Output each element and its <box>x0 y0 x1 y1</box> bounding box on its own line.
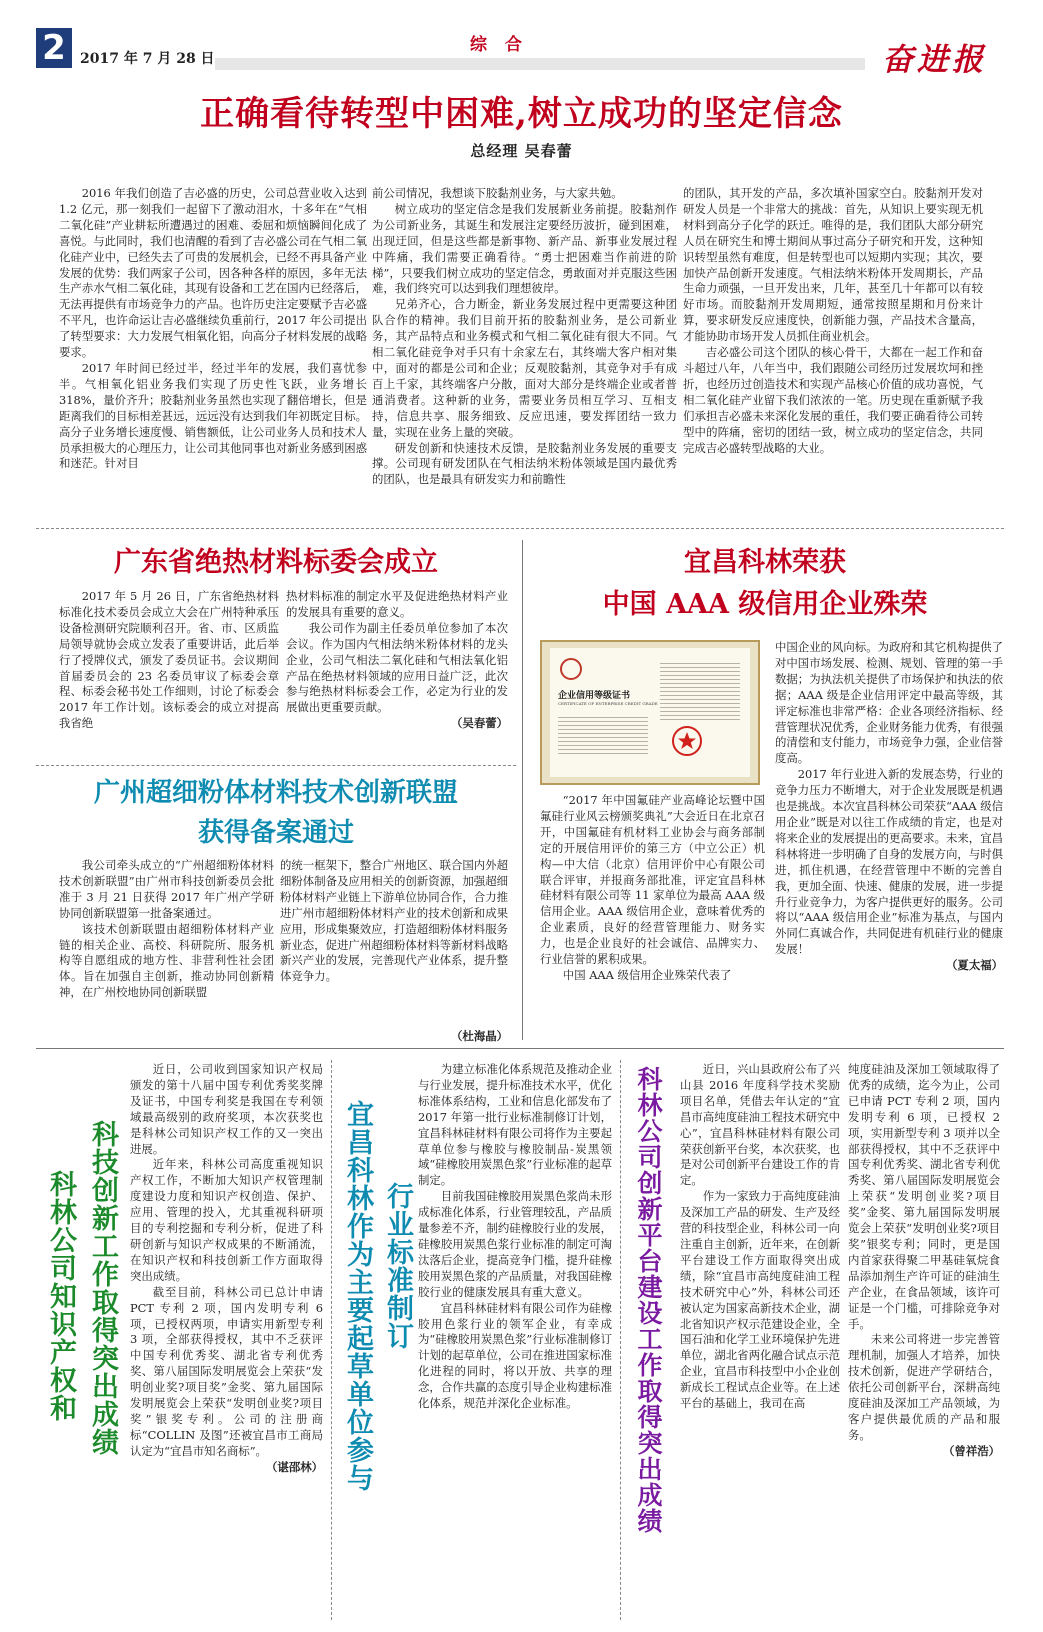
paragraph: 近日，公司收到国家知识产权局颁发的第十八届中国专利优秀奖奖牌及证书，中国专利奖是我国在专利领域最高级别的政府奖项，本次获奖也是科林公司知识产权工作的又一突出进展。 <box>130 1062 323 1156</box>
award-author: （曾祥浩） <box>943 1443 1000 1458</box>
paragraph: 中国企业的风向标。为政府和其它机构提供了对中国市场发展、检测、规划、管理的第一手数据；为执法机关提供了市场保护和执法的依据；AAA 级是企业信用评定中最高等级，其评定标准也非常严格：企业各项经济指标、经营管理状况优秀，企业财务能力优秀，有很强的清偿和支付能力，市场竞争力强，企业信誉度高。 <box>775 640 1003 766</box>
paragraph: 热材料标准的制定水平及促进绝热材料产业的发展具有重要的意义。 <box>286 589 508 619</box>
lead-column-3 <box>683 186 983 456</box>
certificate-text-lines <box>660 660 740 720</box>
paragraph: 为建立标准化体系规范及推动企业与行业发展，提升标准技术水平，优化标准体系结构，工业和信息化部发布了 2017 年第一批行业标准制修订计划，宜昌科林硅材料有限公司将作为主要起草单位参与橡胶与橡胶制品-炭黑领域“硅橡胶用炭黑色浆”行业标准的起草制定。 <box>418 1062 612 1188</box>
standard-title-line-a: 宜昌科林作为主要起草单位参与 <box>342 1100 373 1492</box>
ip-column <box>130 1062 323 1476</box>
paragraph: “2017 年中国氟硅产业高峰论坛暨中国氟硅行业风云榜颁奖典礼”大会近日在北京召开，中国氟硅有机材料工业协会与商务部制定的开展信用评价的第三方（中立公正）机构—中大信（北京）信用评价中心有限公司联合评审，并报商务部批准，评定宜昌科林硅材料有限公司等 11 家单位为最高 AAA 级信用企业。AAA 级信用企业，意味着优秀的企业素质，良好的经营管理能力、财务实力，也是企业良好的社会诚信、品牌实力、行业信誉的累积成果。 <box>540 793 765 967</box>
paragraph: 我公司作为副主任委员单位参加了本次会议。作为国内气相法纳米粉体材料的龙头企业，公司气相法二氧化硅和气相法氧化铝产品在绝热材料领域的应用日益广泛，此次参与绝热材料标委会工作，必定为行业的发展做出更重要贡献。 <box>286 620 508 715</box>
guangdong-author: （吴春蕾） <box>451 716 508 731</box>
paragraph: 的统一框架下，整合广州地区、联合国内外超细粉体制备及应用相关的创新资源，加强超细粉体材料产业链上下游单位协同合作，合力推进广州市超细粉体材料产业的技术创新和成果应用，形成集聚效应，打造超细粉体材料服务新业态，促进广州超细粉体材料等新材料战略新兴产业的发展，完善现代产业体系，提升整体竞争力。 <box>280 858 508 984</box>
certificate-emblem <box>560 658 582 680</box>
guangzhou-column-1 <box>59 858 274 1001</box>
ip-title-line-b: 科技创新工作取得突出成绩 <box>87 1120 118 1456</box>
paragraph: 作为一家致力于高纯度硅油及深加工产品的研发、生产及经营的科技型企业，科林公司一向注重自主创新，近年来，在创新平台建设工作方面取得突出成绩，除“宜昌市高纯度硅油工程技术研究中心”外，科林公司还被认定为国家高新技术企业，湖北省知识产权示范建设企业，全国石油和化学工业环境保护先进单位，湖北省两化融合试点示范企业，宜昌市科技型中小企业创新成长工程试点企业等。在上述平台的基础上，我司在高 <box>680 1189 840 1411</box>
paragraph: 2016 年我们创造了吉必盛的历史，公司总营业收入达到 1.2 亿元，那一刻我们一起留下了激动泪水，十多年在“气相二氧化硅”产业耕耘所遭遇过的困难、委屈和烦恼瞬间化成了喜悦。与此同时，我们也清醒的看到了吉必盛公司在气相二氧化硅产业中，已经失去了可贵的发展机会，已经不再具备产业发展的优势：我们两家子公司，因各种各样的原因，多年无法生产赤水气相二氧化硅，其现有设备和工艺在国内已经落后，无法再提供有市场竞争力的产品。也许历史注定要赋予吉必盛不平凡，也许命运让吉必盛继续负重前行，2017 年公司提出了转型要求：大力发展气相氧化铝，向高分子材料发展的战略要求。 <box>59 186 367 360</box>
lead-column-2 <box>372 186 677 488</box>
issue-date: 2017 年 7 月 28 日 <box>80 51 215 67</box>
page-number-box <box>36 28 72 68</box>
lead-column-1 <box>59 186 367 472</box>
paragraph: 树立成功的坚定信念是我们发展新业务前提。胶黏剂作为公司新业务，其诞生和发展注定要经历波折，碰到困难，出现迂回，但是这些都是新事物、新产品、新事业发展过程中阵痛，我们需要正确看待。“勇士把困难当作前进的阶梯”，只要我们树立成功的坚定信念，勇敢面对并克服这些困难，我们终究可以达到我们理想彼岸。 <box>372 201 677 296</box>
lead-title: 正确看待转型中困难,树立成功的坚定信念 <box>200 94 843 134</box>
page-number: 2 <box>42 28 66 68</box>
yichang-title-line-1: 宜昌科林荣获 <box>684 547 846 578</box>
guangdong-title: 广东省绝热材料标委会成立 <box>114 547 438 578</box>
star-icon <box>674 728 700 754</box>
certificate-title: 企业信用等级证书 <box>558 691 631 701</box>
red-seal-icon <box>672 726 702 756</box>
certificate-text-lines <box>558 714 648 754</box>
standard-column <box>418 1062 612 1412</box>
column-divider <box>331 1060 332 1620</box>
paragraph: 纯度硅油及深加工领域取得了优秀的成绩，迄今为止，公司已申请 PCT 专利 2 项，国内发明专利 6 项，已授权 2 项，实用新型专利 3 项并以全部获得授权，其中不乏获评中国专利优秀奖、湖北省专利优秀奖、第八届国际发明展览会上荣获“发明创业奖?项目奖”金奖、第九届国际发明展览会上荣获“发明创业奖?项目奖”银奖专利；同时，更是国内首家获得聚二甲基硅氧烷食品添加剂生产许可证的硅油生产企业，在食品领域，该许可证是一个门槛，可排除竞争对手。 <box>848 1062 1000 1331</box>
paragraph: 2017 年时间已经过半，经过半年的发展，我们喜忧参半。气相氧化铝业务我们实现了历史性飞跃，业务增长 318%，量价齐升；胶黏剂业务虽然也实现了翻倍增长，但是距离我们的目标相差甚远，远远没有达到我们年初既定目标。高分子业务增长速度慢、销售额低，让公司业务人员和技术人员承担极大的心理压力，让公司其他同事也对新业务感到困惑和迷茫。针对目 <box>59 360 367 471</box>
paragraph: 近日，兴山县政府公布了兴山县 2016 年度科学技术奖励项目名单，凭借去年认定的“宜昌市高纯度硅油工程技术研究中心”，宜昌科林硅材料有限公司荣获创新平台奖，本次获奖，也是对公司创新平台建设工作的肯定。 <box>680 1062 840 1188</box>
divider <box>36 528 1004 529</box>
paragraph: 研发创新和快速技术反馈，是胶黏剂业务发展的重要支撑。公司现有研发团队在气相法纳米粉体领域是国内最优秀的团队，也是最具有研发实力和前瞻性 <box>372 440 677 487</box>
paragraph: 吉必盛公司这个团队的核心骨干，大都在一起工作和奋斗超过八年，八年当中，我们跟随公司经历过发展坎坷和挫折，也经历过创造技术和实现产品核心价值的成功喜悦，气相二氧化硅产业留下我们浓浓的一笔。历史现在重新赋予我们承担吉必盛未来深化发展的重任，我们要正确看待公司转型中的阵痛，密切的团结一致，树立成功的坚定信念，共同完成吉必盛转型战略的大业。 <box>683 345 983 455</box>
yichang-column-right <box>775 640 1003 974</box>
ip-author: （谌邵林） <box>266 1459 323 1474</box>
lead-byline: 总经理 吴春蕾 <box>470 142 573 160</box>
award-title: 科林公司创新平台建设工作取得突出成绩 <box>634 1066 663 1534</box>
paragraph: 目前我国硅橡胶用炭黑色浆尚未形成标准化体系，行业管理较乱，产品质量参差不齐，制约硅橡胶行业的发展，硅橡胶用炭黑色浆行业标准的制定可淘汰落后企业，提高竞争门槛，提升硅橡胶用炭黑色浆的产品质量，对我国硅橡胶行业的健康发展具有重大意义。 <box>418 1189 612 1299</box>
award-column-1 <box>680 1062 840 1412</box>
column-divider <box>522 540 523 1040</box>
column-divider <box>620 1060 621 1620</box>
guangdong-column-1 <box>59 589 279 732</box>
paragraph: 前公司情况，我想谈下胶黏剂业务，与大家共勉。 <box>372 186 623 200</box>
paragraph: 宜昌科林硅材料有限公司作为硅橡胶用色浆行业的领军企业，有幸成为“硅橡胶用炭黑色浆”行业标准制修订计划的起草单位，公司在推进国家标准化进程的同时，将以开放、共享的理念，合作共赢的态度引导企业构建标准化体系，规范并深化企业标准。 <box>418 1300 612 1411</box>
credit-certificate-photo <box>540 640 760 785</box>
paper-name: 奋进报 <box>882 42 987 78</box>
yichang-column-left <box>540 793 765 984</box>
paragraph: 的团队，其开发的产品，多次填补国家空白。胶黏剂开发对研发人员是一个非常大的挑战：首先，从知识上要实现无机材料到高分子化学的跃迁。唯得的是，我们团队大部分研究人员在研究生和博士期间从事过高分子研究和开发，这种知识转型虽然有难度，但是转型也可以短期内实现；其次，要加快产品创新开发速度。气相法纳米粉体开发周期长，产品生命力顽强，一旦开发出来，几年，甚至几十年都可以有较好市场。而胶黏剂开发周期短，通常按照星期和月份来计算，要求研发反应速度快，创新能力强，产品技术含量高，才能协助市场开发人员抓住商业机会。 <box>683 186 983 344</box>
paragraph: 截至目前，科林公司已总计申请 PCT 专利 2 项，国内发明专利 6 项，已授权两项，申请实用新型专利 3 项，全部获得授权，其中不乏获评中国专利优秀奖、湖北省专利优秀奖、第八届国际发明展览会上荣获“发明创业奖?项目奖”金奖、第九届国际发明展览会上荣获“发明创业奖?项目奖”银奖专利。公司的注册商标“COLLIN 及图”还被宜昌市工商局认定为“宜昌市知名商标”。 <box>130 1284 323 1458</box>
guangzhou-column-2 <box>280 858 508 1045</box>
paragraph: 我公司牵头成立的“广州超细粉体材料技术创新联盟”由广州市科技创新委员会批准于 3 月 21 日获得 2017 年广州产学研协同创新联盟第一批备案通过。 <box>59 858 274 920</box>
guangdong-column-2 <box>286 589 508 732</box>
guangzhou-author: （杜海晶） <box>451 1029 508 1044</box>
guangzhou-title-line-2: 获得备案通过 <box>197 818 354 848</box>
paragraph: 2017 年行业进入新的发展态势，行业的竞争力压力不断增大，对于企业发展既是机遇也是挑战。本次宜昌科林公司荣获“AAA 级信用企业”既是对以往工作成绩的肯定，也是对将来企业的发展提出的更高要求。未来，宜昌科林将进一步明确了自身的发展方向，与时俱进，抓住机遇，在经营管理中不断的完善自我，更加全面、快速、健康的发展，进一步提升行业竞争力，为客户提供更好的服务。公司将以“AAA 级信用企业”标准为基点，与国内外同仁真诚合作，共同促进有机硅行业的健康发展！ <box>775 767 1003 957</box>
section-name: 综 合 <box>470 35 528 55</box>
award-column-2 <box>848 1062 1000 1460</box>
certificate-paper <box>550 648 750 777</box>
paragraph: 该技术创新联盟由超细粉体材料产业链的相关企业、高校、科研院所、服务机构等自愿组成的地方性、非营利性社会团体。旨在加强自主创新，推动协同创新精神，在广州校地协同创新联盟 <box>59 921 274 1000</box>
masthead-bar <box>215 58 865 70</box>
paragraph: 近年来，科林公司高度重视知识产权工作，不断加大知识产权管理制度建设力度和知识产权创造、保护、应用、管理的投入，尤其重视科研项目的专利挖掘和专利分析，促进了科研创新与知识产权成果的不断涌流，在知识产权和科技创新工作方面取得突出成绩。 <box>130 1157 323 1283</box>
paragraph: 中国 AAA 级信用企业殊荣代表了 <box>562 967 732 982</box>
paragraph: 兄弟齐心，合力断金，新业务发展过程中更需要这种团队合作的精神。我们目前开拓的胶黏剂业务，是公司新业务，其产品特点和业务模式和气相二氧化硅有很大不同。气相二氧化硅竞争对手只有十余家左右，其终端大客户相对集中，面对的都是公司和企业；反观胶黏剂，其竞争对手有成百上千家，其终端客户分散，面对大部分是终端企业或者普通消费者。这种新的业务，需要业务员相互学习、互相支持，信息共享、服务细致、反应迅速，要发挥团结一致力量，实现在业务上量的突破。 <box>372 297 677 439</box>
paragraph: 2017 年 5 月 26 日，广东省绝热材料标准化技术委员会成立大会在广州特种承压设备检测研究院顺利召开。省、市、区质监局领导就协会成立发表了重要讲话，此后举行了授牌仪式，颁发了委员证书。会议期间首届委员会的 23 名委员审议了标委会章程、标委会秘书处工作细则，讨论了标委会 2017 年工作计划。该标委会的成立对提高我省绝 <box>59 589 279 731</box>
yichang-author: （夏太福） <box>946 958 1003 973</box>
guangzhou-title-line-1: 广州超细粉体材料技术创新联盟 <box>93 778 458 808</box>
paragraph: 未来公司将进一步完善管理机制，加强人才培养，加快技术创新，促进产学研结合，依托公司创新平台，深耕高纯度硅油及深加工产品领域，为客户提供最优质的产品和服务。 <box>848 1332 1000 1442</box>
certificate-subtitle: CERTIFICATE OF ENTERPRISE CREDIT GRADE <box>558 701 658 706</box>
yichang-title-line-2: 中国 AAA 级信用企业殊荣 <box>602 589 928 620</box>
divider <box>36 765 516 766</box>
standard-title-line-b: 行业标准制订 <box>382 1182 413 1350</box>
divider <box>36 1048 1004 1049</box>
ip-title-line-a: 科林公司知识产权和 <box>45 1170 76 1422</box>
